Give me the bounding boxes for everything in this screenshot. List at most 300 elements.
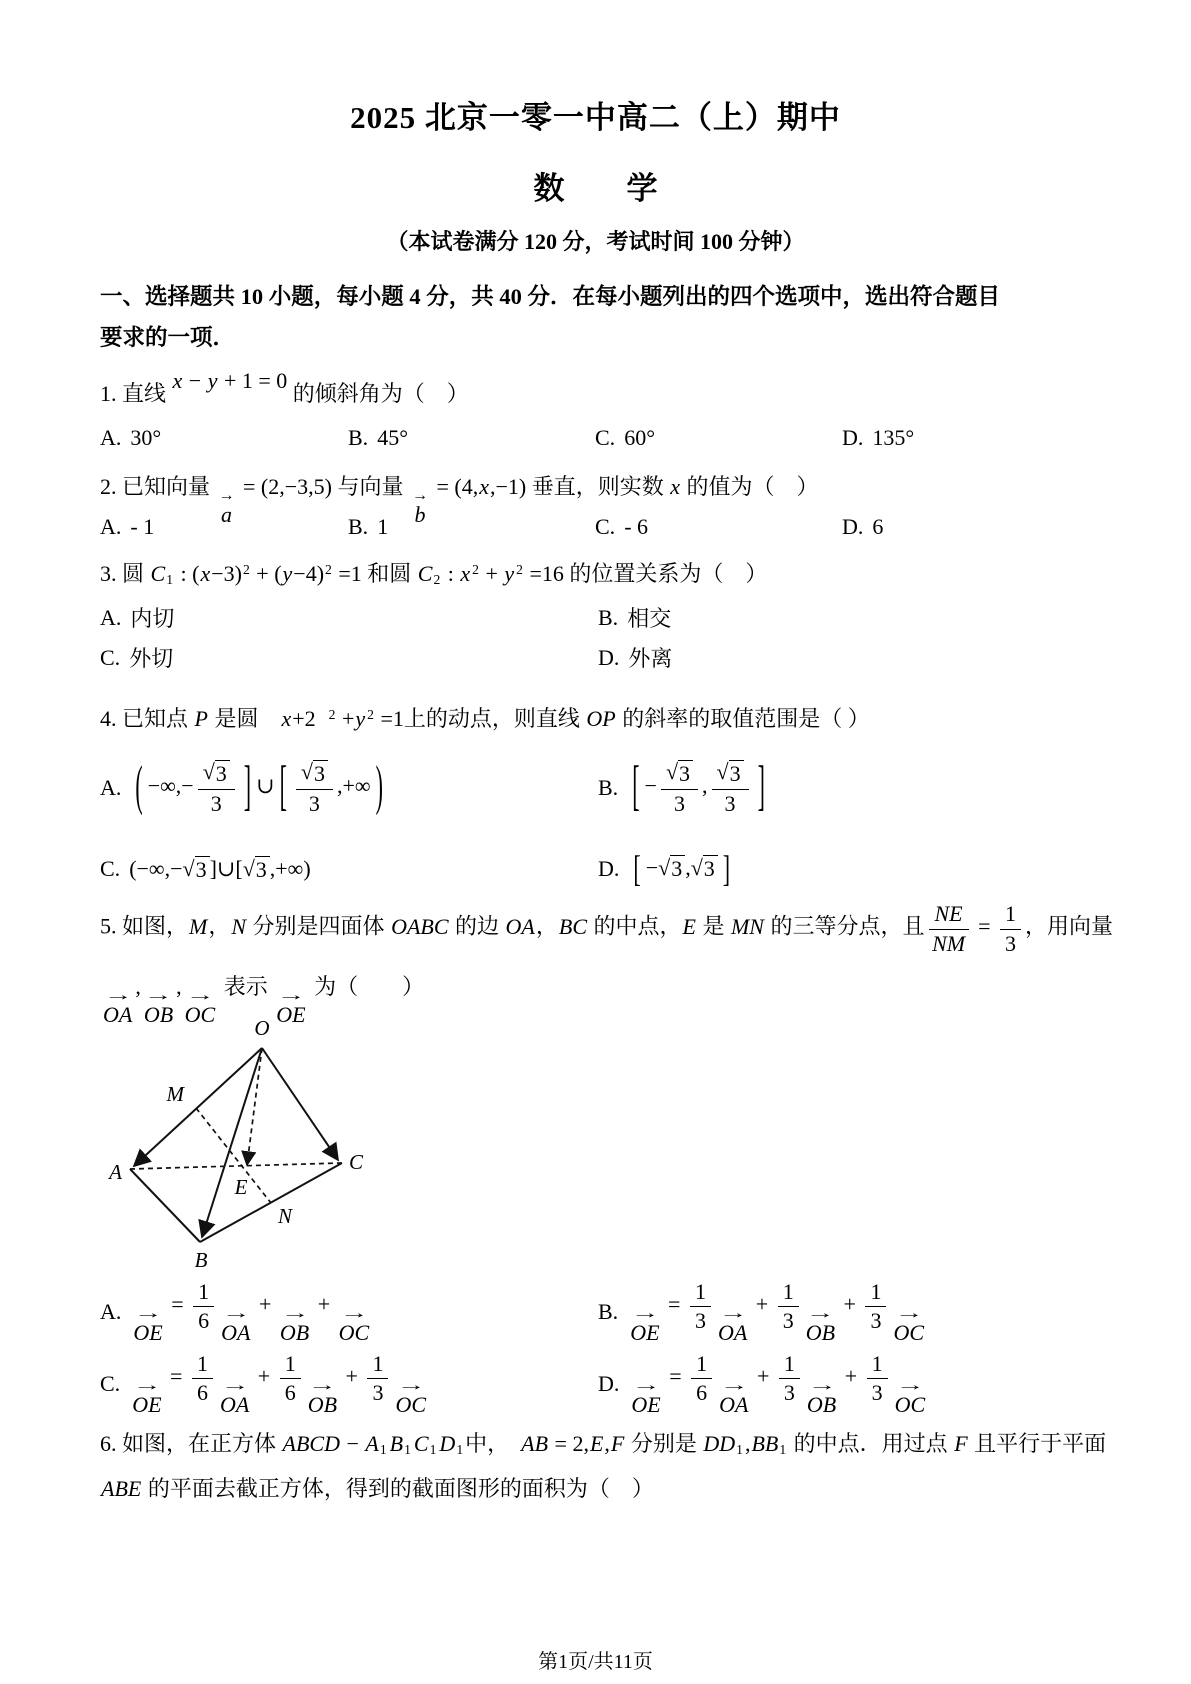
math-token: →	[144, 987, 173, 1004]
math-token: OB	[143, 1002, 174, 1027]
math-token: C	[150, 561, 166, 586]
option-label: B.	[598, 1299, 619, 1324]
math-token: 3	[870, 1308, 882, 1334]
math-token: ∪	[256, 773, 275, 799]
math-token	[779, 1352, 800, 1379]
option-value: - 6	[624, 514, 649, 539]
math-token: 分别是四面体	[247, 914, 391, 940]
option-math	[130, 1280, 372, 1344]
math-token: NE	[934, 901, 963, 927]
segment-MN-dashed	[196, 1108, 271, 1203]
math-token: 2	[242, 561, 250, 577]
math-token: OA	[221, 1319, 251, 1345]
question-5-stem-line1-math	[100, 902, 1113, 955]
math-token: 3	[673, 790, 685, 816]
math-token: 1	[779, 1442, 787, 1458]
question-1-equation	[172, 368, 288, 393]
math-token: M	[189, 914, 208, 940]
math-token: 3	[1005, 930, 1017, 956]
math-token: D	[439, 1431, 456, 1456]
math-token	[872, 1379, 883, 1405]
math-token: OA	[719, 1391, 749, 1417]
math-token	[285, 1379, 296, 1405]
math-token: + (	[250, 561, 282, 586]
option-label: C.	[100, 1371, 121, 1396]
math-token: =	[662, 1291, 686, 1317]
question-1-suffix: 的倾斜角为（ ）	[292, 381, 469, 406]
math-token: C	[413, 1431, 429, 1456]
section1-heading-line2: 要求的一项．	[100, 325, 236, 350]
math-token: 2	[433, 572, 441, 588]
option-value: 6	[872, 514, 884, 539]
math-token	[929, 902, 969, 955]
math-token	[631, 1376, 661, 1417]
math-token: −∞,−	[147, 773, 194, 799]
math-token: +	[839, 1363, 863, 1389]
math-token: =16 的位置关系为（ ）	[523, 561, 768, 586]
math-token: y	[355, 706, 366, 731]
math-token: 3	[255, 856, 270, 882]
option-2-B	[348, 514, 595, 540]
math-token: −	[183, 368, 207, 393]
math-token: OC	[893, 1319, 924, 1345]
math-token: −4)	[293, 561, 325, 586]
math-token: 3	[215, 760, 230, 786]
math-token: ，	[208, 914, 231, 940]
math-token: 为（ ）	[308, 974, 425, 999]
math-token	[712, 760, 749, 789]
math-token	[894, 1376, 926, 1417]
math-token: ，	[535, 914, 558, 940]
math-token	[674, 790, 685, 816]
math-token: 1	[372, 1351, 384, 1377]
math-token: 3	[724, 790, 736, 816]
math-token	[690, 1280, 711, 1333]
question-4-options-row1	[100, 742, 1100, 834]
math-token: E	[682, 914, 696, 940]
math-token: 3	[195, 856, 210, 882]
math-token	[696, 1379, 707, 1405]
math-token: →	[220, 1376, 249, 1394]
math-token	[279, 1304, 310, 1345]
math-token: 1	[870, 1279, 882, 1305]
math-token: →	[396, 1376, 426, 1394]
figure-label-A: A	[109, 1160, 122, 1184]
option-2-A	[100, 514, 348, 540]
math-token	[1000, 902, 1021, 955]
math-token: +	[253, 1291, 277, 1317]
question-1-options	[100, 425, 1100, 451]
option-value: 135°	[872, 425, 915, 450]
option-5-D	[598, 1352, 1100, 1416]
segment-OE-dashed-arrow	[247, 1048, 262, 1165]
question-1-stem	[100, 368, 1100, 408]
math-token	[1005, 930, 1016, 956]
figure-label-O: O	[254, 1016, 270, 1040]
math-token: +	[479, 561, 504, 586]
math-token: 1	[871, 1351, 883, 1377]
option-math	[129, 1352, 429, 1416]
math-token	[198, 1307, 209, 1333]
option-2-C	[595, 514, 842, 540]
math-token: 且平行于平面	[968, 1431, 1107, 1456]
math-token: →	[218, 487, 235, 504]
math-token: [	[633, 846, 641, 890]
math-token: →	[103, 987, 133, 1004]
question-6-stem-line2	[100, 1472, 1100, 1503]
math-token: OP	[586, 706, 616, 731]
math-token: 2	[367, 706, 374, 722]
question-3-stem	[100, 557, 1100, 588]
math-token: ]	[722, 846, 731, 890]
math-token: a	[221, 502, 233, 527]
math-token: √	[300, 759, 313, 785]
math-token: +	[252, 1363, 276, 1389]
exam-info: （本试卷满分 120 分，考试时间 100 分钟）	[386, 229, 805, 254]
math-token: y	[504, 561, 515, 586]
option-label: C.	[100, 644, 121, 670]
math-token: →	[280, 1304, 309, 1322]
page-number: 第1页/共11页	[538, 1651, 653, 1673]
math-token: +	[838, 1291, 862, 1317]
math-token: =	[164, 1363, 188, 1389]
math-token	[198, 760, 235, 815]
math-token: P	[194, 706, 208, 731]
math-token: =	[663, 1363, 688, 1389]
math-token: √	[242, 855, 255, 881]
figure-label-M: M	[166, 1082, 184, 1106]
math-token: 3	[670, 855, 685, 881]
math-token: OABC	[391, 914, 449, 940]
math-token: y	[207, 368, 218, 393]
option-label: B.	[598, 775, 619, 800]
math-token: OB	[806, 1391, 837, 1417]
math-token: +	[312, 1291, 336, 1317]
edge-AC-dashed	[130, 1163, 342, 1169]
edge-OC-arrow	[262, 1048, 338, 1160]
math-token: [	[632, 753, 640, 817]
math-token: ABCD	[282, 1431, 340, 1456]
math-token: 1	[736, 1442, 743, 1458]
math-token: 的中点．用过点	[788, 1431, 954, 1456]
math-token	[395, 1376, 426, 1417]
math-token: ,	[135, 974, 141, 999]
math-token: ,	[744, 1431, 751, 1456]
math-token: (	[135, 753, 143, 817]
math-token: OC	[894, 1391, 926, 1417]
math-token: ,	[176, 974, 182, 999]
math-token: √	[658, 855, 671, 881]
option-label: A.	[100, 775, 122, 800]
math-token	[183, 856, 210, 882]
math-token: OE	[276, 1002, 306, 1027]
math-token: x	[172, 368, 183, 393]
math-token: A	[365, 1431, 379, 1456]
math-token: +	[751, 1363, 775, 1389]
option-value: 30°	[130, 425, 162, 450]
math-token: +2	[292, 706, 316, 731]
math-token: 是圆	[208, 706, 281, 731]
math-token: ,−1) 垂直，则实数	[489, 474, 670, 499]
math-token	[211, 790, 222, 816]
math-token: DD	[703, 1431, 736, 1456]
math-token: AB	[521, 1431, 549, 1456]
option-value: 内切	[130, 606, 175, 631]
math-token	[193, 1280, 214, 1307]
math-token: 2. 已知向量	[100, 474, 216, 499]
math-token: = 2,	[549, 1431, 589, 1456]
math-token: 1	[1005, 901, 1017, 927]
math-token: 1	[696, 1351, 708, 1377]
math-token	[805, 1304, 836, 1345]
math-token	[296, 760, 333, 789]
math-token: 6	[198, 1308, 210, 1334]
math-token: OC	[338, 1319, 370, 1345]
math-token: −3)	[211, 561, 242, 586]
option-3-A	[100, 602, 598, 633]
math-token	[192, 1352, 213, 1379]
question-5-options-row2	[100, 1352, 1100, 1416]
math-token	[316, 706, 328, 732]
math-token: x	[670, 474, 680, 499]
option-value: 45°	[377, 425, 408, 450]
math-token: 6	[196, 1380, 208, 1406]
math-token: OA	[505, 914, 535, 940]
option-math	[627, 1280, 927, 1344]
section1-heading-line1: 一、选择题共 10 小题，每小题 4 分，共 40 分．在每小题列出的四个选项中，选出符合题目	[100, 284, 1001, 309]
math-token: + 1 = 0	[218, 368, 288, 393]
option-math	[129, 856, 311, 882]
math-token: 4. 已知点	[100, 706, 194, 731]
math-token: 的平面去截正方体，得到的截面图形的面积为（ ）	[142, 1476, 654, 1501]
math-token: :	[442, 561, 460, 586]
math-token: OE	[630, 1319, 660, 1345]
math-token: →	[630, 1304, 660, 1322]
option-label: A.	[100, 604, 122, 630]
math-token	[661, 760, 698, 815]
math-token	[666, 760, 693, 786]
math-token: →	[221, 1304, 251, 1322]
math-token: →	[895, 1376, 925, 1394]
math-token: x	[479, 474, 489, 499]
math-token: =1上的动点，则直线	[374, 706, 586, 731]
math-token: 1	[782, 1279, 794, 1305]
figure-label-C: C	[349, 1150, 364, 1174]
math-token: x	[200, 561, 211, 586]
math-token: 1	[694, 1279, 706, 1305]
math-token	[712, 760, 749, 815]
math-token: 分别是	[625, 1431, 703, 1456]
option-label: B.	[348, 425, 369, 450]
math-token: 3	[729, 760, 744, 786]
math-token	[296, 760, 333, 815]
math-token: =1 和圆	[332, 561, 417, 586]
math-token: 3	[694, 1308, 706, 1334]
math-token: →	[307, 1376, 337, 1394]
math-token	[280, 1352, 301, 1379]
math-token	[219, 1376, 250, 1417]
math-token: 3	[210, 790, 222, 816]
option-1-D	[842, 425, 1100, 451]
math-token	[192, 1352, 213, 1405]
math-token: 3. 圆	[100, 561, 150, 586]
option-label: D.	[842, 514, 864, 539]
math-token	[806, 1376, 837, 1417]
math-token: ]∪[	[209, 855, 243, 881]
math-token: 3	[678, 760, 693, 786]
math-token: →	[276, 987, 306, 1004]
math-token: →	[631, 1376, 661, 1394]
math-token: [	[279, 753, 287, 817]
math-token: −	[340, 1431, 365, 1456]
option-label: C.	[595, 514, 616, 539]
math-token: = (2,−3,5) 与向量	[237, 474, 409, 499]
option-label: D.	[598, 856, 620, 881]
math-token: 2	[328, 706, 336, 722]
math-token	[695, 1307, 706, 1333]
math-token	[893, 1304, 924, 1345]
option-label: C.	[595, 425, 616, 450]
math-token: →	[894, 1304, 924, 1322]
math-token: √	[690, 855, 703, 881]
math-token: ]	[243, 753, 252, 817]
math-token: y	[282, 561, 293, 586]
math-token: MN	[730, 914, 764, 940]
math-token: ,	[604, 1431, 610, 1456]
math-token: ,+∞	[336, 773, 371, 799]
option-5-A	[100, 1280, 598, 1344]
option-label: D.	[598, 644, 620, 670]
math-token: +	[340, 1363, 364, 1389]
question-3-options-row1	[100, 602, 1100, 633]
math-token: )	[375, 753, 383, 817]
math-token	[133, 1304, 163, 1345]
option-value: 相交	[627, 606, 672, 631]
math-token: x	[460, 561, 471, 586]
option-math	[627, 753, 770, 817]
math-token: b	[414, 502, 426, 527]
math-token: 的三等分点，且	[764, 914, 925, 940]
math-token: 的值为（ ）	[680, 474, 819, 499]
math-token	[870, 1307, 881, 1333]
math-token	[783, 1307, 794, 1333]
math-token	[691, 1352, 712, 1405]
math-token	[717, 1304, 748, 1345]
math-token: ABE	[101, 1476, 142, 1501]
math-token: OA	[219, 1391, 250, 1417]
math-token: −	[644, 773, 657, 799]
math-token: √	[202, 759, 215, 785]
option-label: B.	[348, 514, 369, 539]
figure-label-N: N	[278, 1204, 293, 1228]
math-token	[203, 760, 230, 786]
math-token: x	[281, 706, 292, 731]
math-token: 5. 如图，	[100, 914, 189, 940]
math-token: ，用向量	[1025, 914, 1114, 940]
math-token: BC	[558, 914, 587, 940]
math-token: OA	[717, 1319, 748, 1345]
math-token: F	[610, 1431, 625, 1456]
math-token	[193, 1280, 214, 1333]
question-4-options-row2	[100, 843, 1100, 895]
option-1-C	[595, 425, 842, 451]
math-token	[197, 1379, 208, 1405]
option-math	[130, 753, 388, 817]
option-value: - 1	[130, 514, 155, 539]
math-token	[717, 760, 744, 786]
math-token: = (4,	[430, 474, 479, 499]
option-math	[628, 1352, 928, 1416]
math-token	[661, 760, 698, 789]
math-token	[784, 1379, 795, 1405]
math-token: →	[411, 487, 428, 504]
subject-title: 数 学	[533, 171, 658, 206]
math-token: N	[231, 914, 247, 940]
option-1-A	[100, 425, 348, 451]
question-5-options-row1	[100, 1280, 1100, 1344]
math-token: 的中点，	[588, 914, 682, 940]
math-token: BB	[751, 1431, 779, 1456]
math-token	[243, 856, 270, 882]
option-label: D.	[842, 425, 864, 450]
option-label: A.	[100, 1299, 122, 1324]
option-label: D.	[598, 1371, 620, 1396]
math-token: √	[182, 855, 195, 881]
math-token: OC	[395, 1391, 426, 1417]
math-token	[1000, 902, 1021, 929]
edge-AB	[130, 1169, 200, 1242]
math-token: OC	[184, 1002, 216, 1027]
math-token: F	[954, 1431, 968, 1456]
math-token: 3	[703, 855, 718, 881]
option-4-A	[100, 742, 598, 834]
math-token	[307, 1376, 338, 1417]
math-token: 3	[372, 1380, 384, 1406]
figure-label-E: E	[234, 1175, 248, 1199]
math-token	[301, 760, 328, 786]
question-1-prefix: 1. 直线	[100, 381, 167, 406]
math-token	[929, 902, 969, 929]
math-token: NM	[932, 930, 966, 956]
math-token: 1	[783, 1351, 795, 1377]
option-value: 1	[377, 514, 389, 539]
question-3-options-row2	[100, 642, 1100, 673]
math-token: 6	[696, 1380, 708, 1406]
math-token: E	[589, 1431, 604, 1456]
math-token	[309, 790, 320, 816]
math-token: 是	[696, 914, 730, 940]
math-token	[198, 760, 235, 789]
option-3-D	[598, 642, 1100, 673]
math-token: C	[417, 561, 433, 586]
math-token: 的边	[449, 914, 505, 940]
math-token	[132, 1376, 162, 1417]
math-token: 3	[871, 1380, 883, 1406]
math-token: OE	[631, 1391, 661, 1417]
math-token: ,	[685, 855, 691, 881]
option-value: 外离	[628, 646, 673, 671]
question-2-options	[100, 514, 1100, 540]
math-token: 3	[313, 760, 328, 786]
math-token: 的斜率的取值范围是（ ）	[616, 706, 870, 731]
math-token: →	[807, 1376, 836, 1394]
option-4-C	[100, 843, 598, 895]
math-token	[865, 1280, 886, 1307]
math-token	[778, 1280, 799, 1333]
math-token: →	[339, 1304, 369, 1322]
option-math	[628, 846, 735, 890]
math-token: 2	[325, 561, 332, 577]
